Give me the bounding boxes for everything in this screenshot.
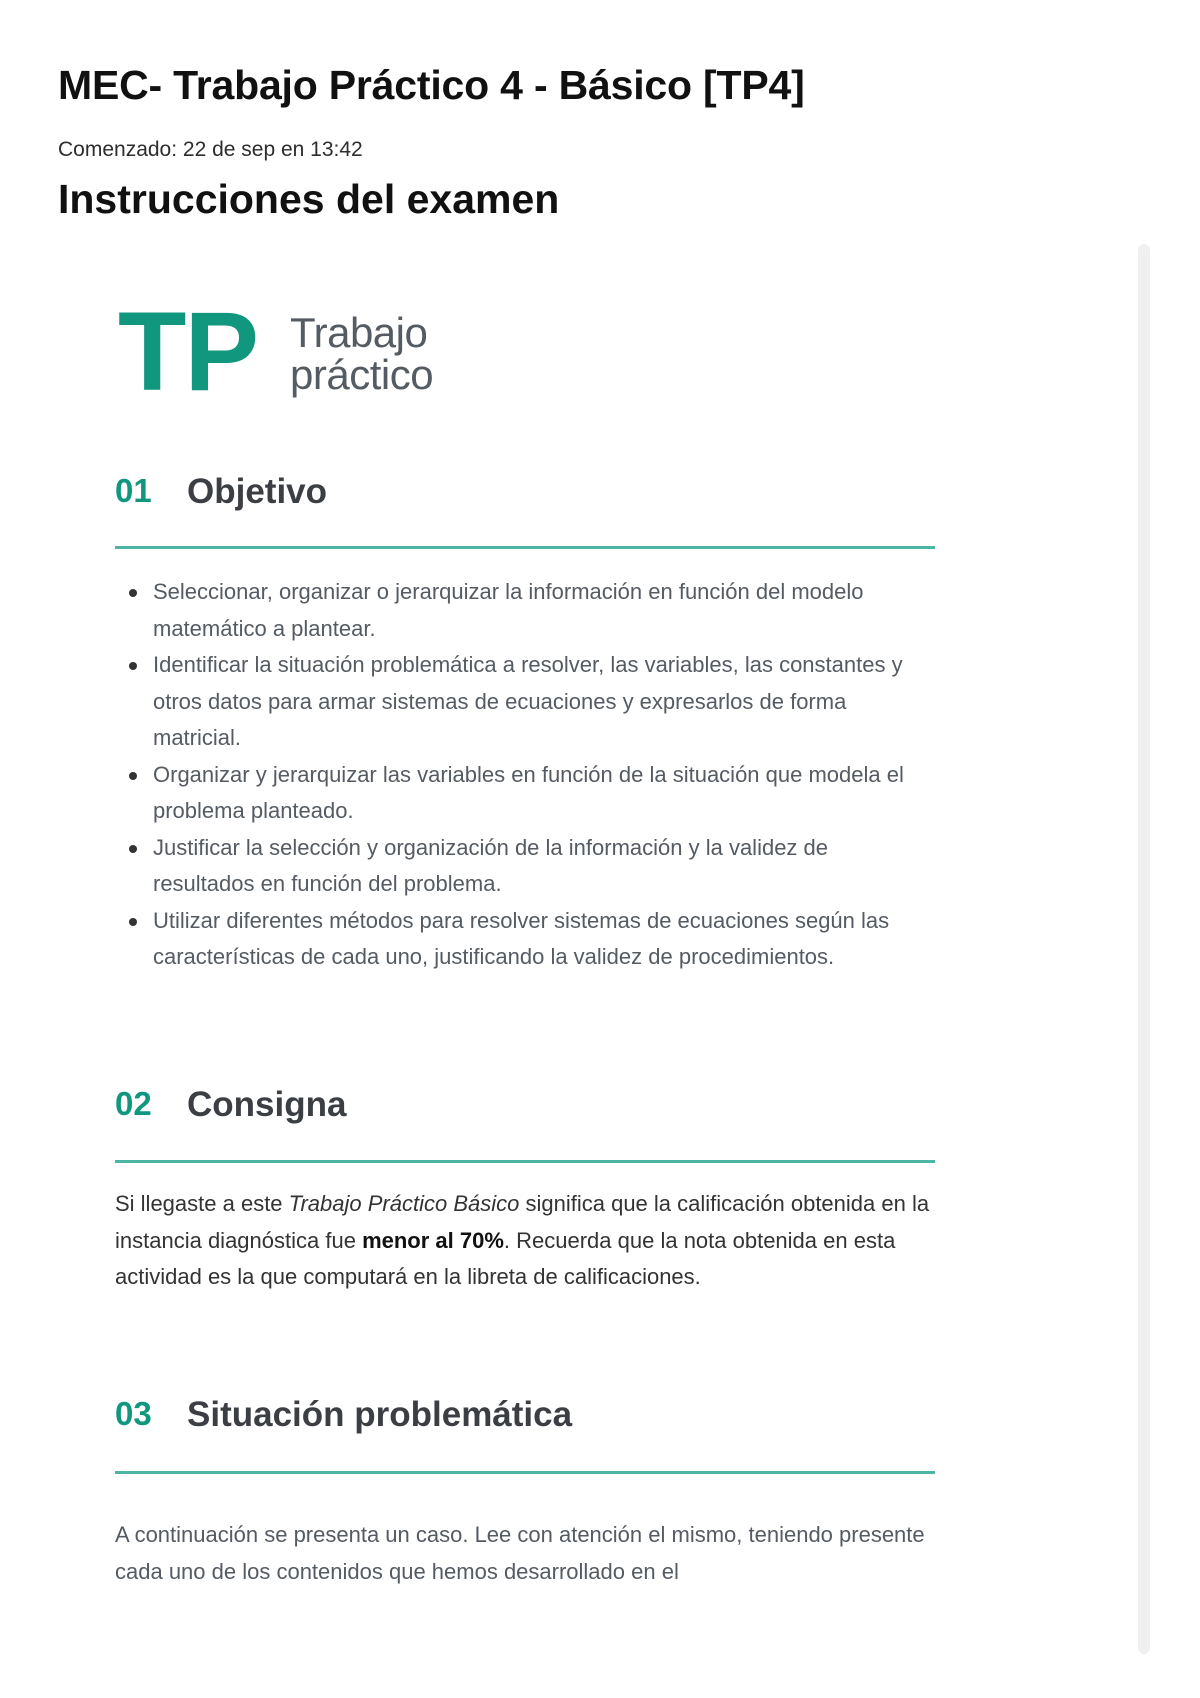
logo-line-2: práctico (290, 351, 434, 398)
section-number: 01 (115, 472, 152, 509)
section-number: 03 (115, 1395, 152, 1432)
started-timestamp: Comenzado: 22 de sep en 13:42 (58, 138, 363, 161)
section-header-objetivo (115, 472, 935, 532)
quiz-title: MEC- Trabajo Práctico 4 - Básico [TP4] (58, 62, 805, 108)
bold-text: menor al 70% (362, 1227, 504, 1253)
objectives-list (115, 574, 935, 976)
section-number: 02 (115, 1085, 152, 1122)
section-divider (115, 1160, 935, 1163)
consigna-paragraph (115, 1186, 935, 1296)
text-run: . Recuerda que la nota obtenida en esta actividad es la que computará en la libreta de calificaciones. (115, 1227, 896, 1289)
text-run: Si llegaste a este (115, 1191, 289, 1216)
section-divider (115, 1471, 935, 1474)
list-item: Identificar la situación problemática a resolver, las variables, las constantes y otros datos para armar sistemas de ecuaciones y expresarlos de forma matricial. (153, 647, 935, 757)
emphasis-text: Trabajo Práctico Básico (288, 1191, 520, 1216)
content-scrollbar[interactable] (1138, 244, 1150, 1654)
situacion-paragraph: A continuación se presenta un caso. Lee con atención el mismo, teniendo presente cada uno de los contenidos que hemos desarrollado en el (115, 1522, 925, 1584)
section-header-consigna (115, 1085, 935, 1145)
section-title: Situación problemática (187, 1395, 573, 1434)
section-divider (115, 546, 935, 549)
logo-mark: TP (118, 289, 258, 414)
instructions-title: Instrucciones del examen (58, 176, 560, 222)
section-title: Consigna (187, 1085, 347, 1124)
text-run: significa que la calificación obtenida en la instancia diagnóstica fue (115, 1191, 930, 1253)
section-title: Objetivo (187, 472, 328, 511)
logo-line-1: Trabajo (290, 309, 428, 356)
list-item: Justificar la selección y organización de la información y la validez de resultados en función del problema. (153, 830, 935, 903)
list-item: Utilizar diferentes métodos para resolver sistemas de ecuaciones según las características de cada uno, justificando la validez de procedimientos. (153, 903, 935, 976)
list-item: Organizar y jerarquizar las variables en función de la situación que modela el problema planteado. (153, 757, 935, 830)
section-header-situacion (115, 1395, 935, 1455)
list-item: Seleccionar, organizar o jerarquizar la información en función del modelo matemático a plantear. (153, 574, 935, 647)
logo-text (290, 309, 434, 398)
